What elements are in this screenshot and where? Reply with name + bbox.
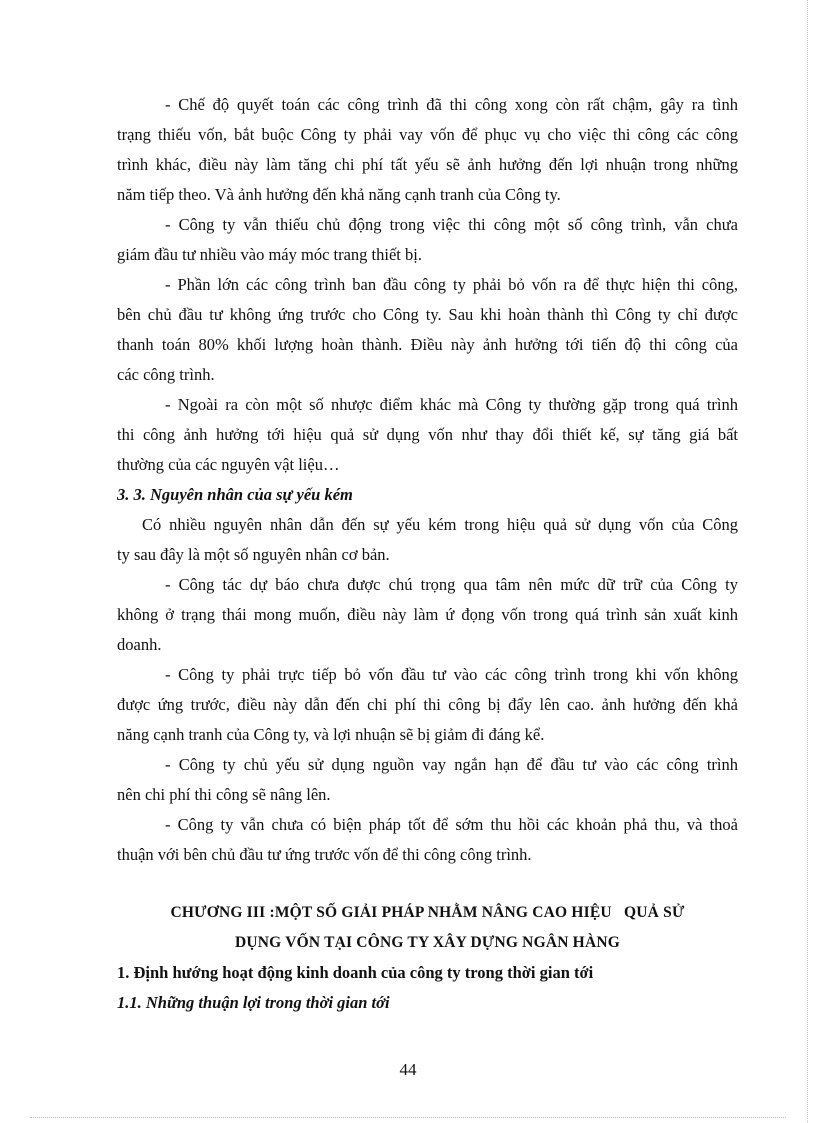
paragraph-3-line-1: - Phần lớn các công trình ban đầu công ty phải bỏ vốn ra để thực hiện thi công, xyxy=(165,275,738,294)
paragraph-7-line-3: năng cạnh tranh của Công ty, và lợi nhuận sẽ bị giảm đi đáng kể. xyxy=(117,725,545,744)
section-heading-3-3: 3. 3. Nguyên nhân của sự yếu kém xyxy=(117,485,353,504)
paragraph-4-line-3: thường của các nguyên vật liệu… xyxy=(117,455,340,474)
paragraph-1-line-2: trạng thiếu vốn, bắt buộc Công ty phải vay vốn để phục vụ cho việc thi công các công xyxy=(117,125,738,144)
paragraph-2-line-1: - Công ty vẫn thiếu chủ động trong việc thi công một số công trình, vẫn chưa xyxy=(165,215,738,234)
chapter-title-line-2: DỤNG VỐN TẠI CÔNG TY XÂY DỰNG NGÂN HÀNG xyxy=(235,934,620,951)
paragraph-7-line-1: - Công ty phải trực tiếp bỏ vốn đầu tư vào các công trình trong khi vốn không xyxy=(165,665,738,684)
page-right-divider xyxy=(807,0,808,1123)
page-number: 44 xyxy=(399,1060,417,1079)
paragraph-7-line-2: được ứng trước, điều này dẫn đến chi phí thi công bị đẩy lên cao. ảnh hưởng đến khả xyxy=(117,695,738,714)
paragraph-5-line-1: Có nhiều nguyên nhân dẫn đến sự yếu kém trong hiệu quả sử dụng vốn của Công xyxy=(142,515,738,534)
paragraph-3-line-4: các công trình. xyxy=(117,365,215,384)
paragraph-4-line-1: - Ngoài ra còn một số nhược điểm khác mà Công ty thường gặp trong quá trình xyxy=(165,395,738,414)
page-bottom-divider xyxy=(30,1117,786,1118)
chapter-title-line-1: CHƯƠNG III :MỘT SỐ GIẢI PHÁP NHẰM NÂNG CAO HIỆU QUẢ SỬ xyxy=(170,904,685,921)
paragraph-1-line-4: năm tiếp theo. Và ảnh hưởng đến khả năng cạnh tranh của Công ty. xyxy=(117,185,561,204)
paragraph-6-line-3: doanh. xyxy=(117,635,162,654)
section-heading-1-1: 1.1. Những thuận lợi trong thời gian tới xyxy=(117,993,390,1012)
paragraph-1-line-1: - Chế độ quyết toán các công trình đã thi công xong còn rất chậm, gây ra tình xyxy=(165,95,738,114)
paragraph-2-line-2: giám đầu tư nhiều vào máy móc trang thiết bị. xyxy=(117,245,422,264)
paragraph-3-line-3: thanh toán 80% khối lượng hoàn thành. Điều này ảnh hưởng tới tiến độ thi công của xyxy=(117,335,738,354)
paragraph-1-line-3: trình khác, điều này làm tăng chi phí tất yếu sẽ ảnh hưởng đến lợi nhuận trong những xyxy=(117,155,738,174)
paragraph-6-line-2: không ở trạng thái mong muốn, điều này làm ứ đọng vốn trong quá trình sản xuất kinh xyxy=(117,605,738,624)
paragraph-8-line-1: - Công ty chủ yếu sử dụng nguồn vay ngắn hạn để đầu tư vào các công trình xyxy=(165,755,738,774)
paragraph-4-line-2: thi công ảnh hưởng tới hiệu quả sử dụng vốn như thay đổi thiết kế, sự tăng giá bất xyxy=(117,425,738,444)
paragraph-8-line-2: nên chi phí thi công sẽ nâng lên. xyxy=(117,785,331,804)
paragraph-6-line-1: - Công tác dự báo chưa được chú trọng qua tâm nên mức dữ trữ của Công ty xyxy=(165,575,738,594)
paragraph-5-line-2: ty sau đây là một số nguyên nhân cơ bản. xyxy=(117,545,390,564)
paragraph-3-line-2: bên chủ đầu tư không ứng trước cho Công ty. Sau khi hoàn thành thì Công ty chỉ được xyxy=(117,305,738,324)
paragraph-9-line-1: - Công ty vẫn chưa có biện pháp tốt để sớm thu hồi các khoản phả thu, và thoả xyxy=(165,815,738,834)
section-heading-1: 1. Định hướng hoạt động kinh doanh của công ty trong thời gian tới xyxy=(117,963,594,982)
paragraph-9-line-2: thuận với bên chủ đầu tư ứng trước vốn để thi công công trình. xyxy=(117,845,532,864)
